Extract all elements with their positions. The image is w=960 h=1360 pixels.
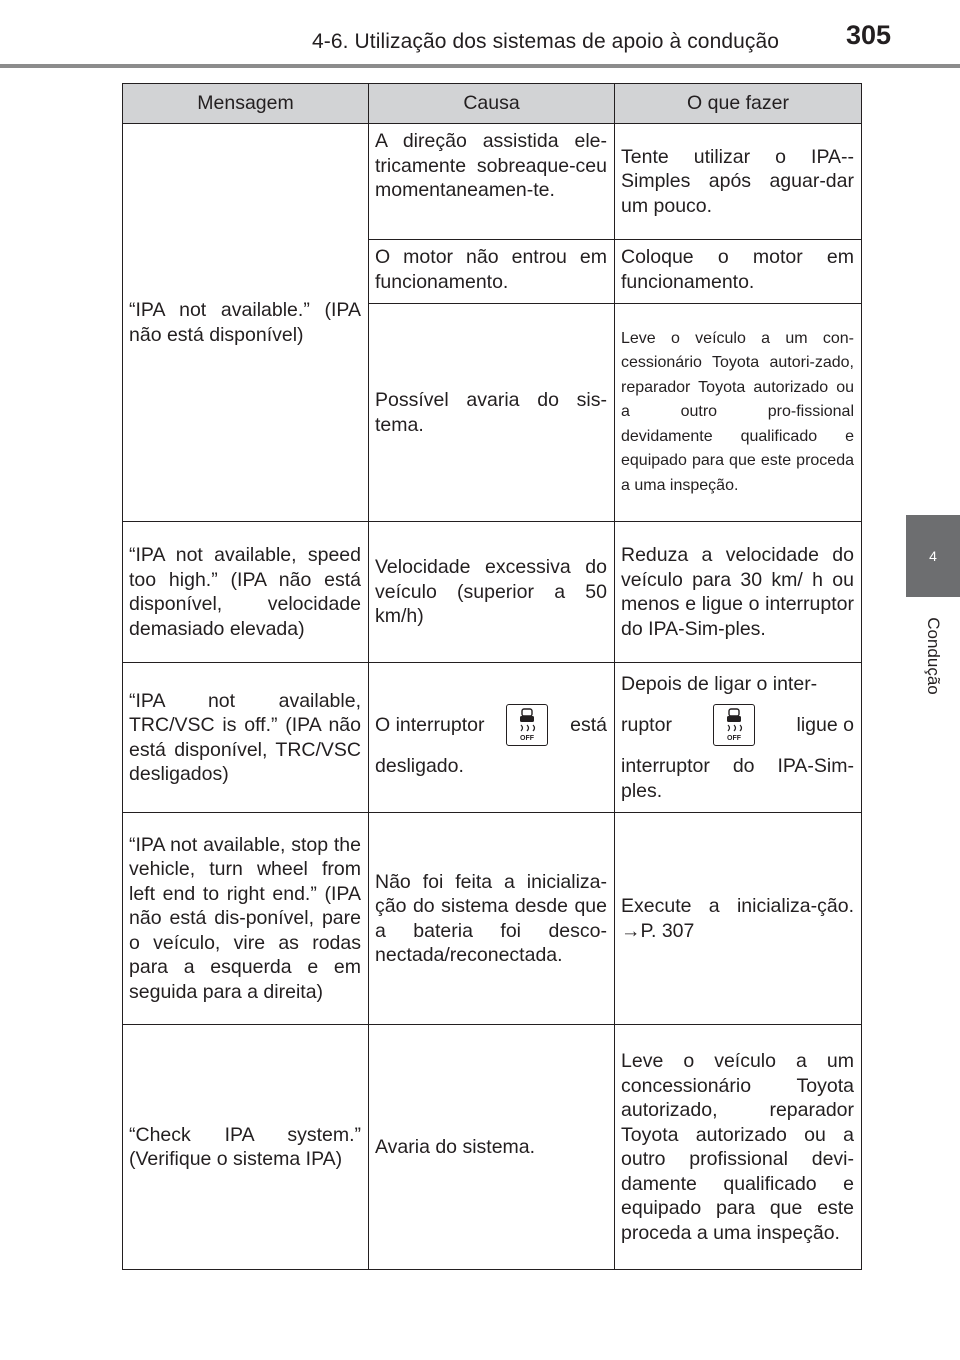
chapter-number: 4: [929, 548, 937, 564]
header-action: O que fazer: [615, 84, 862, 124]
header-message: Mensagem: [123, 84, 369, 124]
vsc-off-icon: [506, 704, 548, 746]
cause-cell: Avaria do sistema.: [369, 1025, 615, 1270]
action-cell: Tente utilizar o IPA--Simples após aguar-dar um pouco.: [615, 124, 862, 240]
action-text-end: interruptor do IPA-Sim-ples.: [621, 755, 854, 802]
section-title: 4-6. Utilização dos sistemas de apoio à condução: [312, 30, 780, 53]
action-cell: Leve o veículo a um concessionário Toyota autorizado, reparador Toyota autorizado ou a outro profissional devi-damente qualificado e equipado para que este proceda a uma inspeção.: [615, 1025, 862, 1270]
cause-cell: Velocidade excessiva do veículo (superior a 50 km/h): [369, 522, 615, 663]
table-row: [123, 124, 862, 240]
header-cause: Causa: [369, 84, 615, 124]
message-cell: “IPA not available, speed too high.” (IPA não está disponível, velocidade demasiado elevada): [123, 522, 369, 663]
table-header-row: [123, 84, 862, 124]
cause-cell: [369, 663, 615, 813]
table-row: [123, 813, 862, 1025]
action-text-after: ligue o: [796, 714, 854, 736]
vsc-off-icon: [713, 704, 755, 746]
cause-cell: Não foi feita a inicializa-ção do sistema desde que a bateria foi desco-nectada/reconectada.: [369, 813, 615, 1025]
action-cell: Reduza a velocidade do veículo para 30 km/ h ou menos e ligue o interruptor do IPA-Sim-ples.: [615, 522, 862, 663]
action-cell: Execute a inicializa-ção. →P. 307: [615, 813, 862, 1025]
page-number: 305: [846, 20, 892, 50]
action-text-start: Depois de ligar o inter-: [621, 672, 818, 695]
message-cell: “IPA not available, TRC/VSC is off.” (IPA não está disponível, TRC/VSC desligados): [123, 663, 369, 813]
icon-off-text: OFF: [727, 735, 742, 743]
message-table: [122, 83, 862, 1270]
action-text-before: ruptor: [621, 714, 672, 736]
cause-cell: A direção assistida ele-tricamente sobreaque-ceu momentaneamen-te.: [369, 124, 615, 240]
table-row: [123, 522, 862, 663]
cause-cell: O motor não entrou em funcionamento.: [369, 240, 615, 304]
table-row: [123, 1025, 862, 1270]
cause-text-before: O interruptor: [375, 714, 485, 736]
chapter-label: Condução: [924, 617, 943, 695]
action-cell: [615, 663, 862, 813]
message-cell: “IPA not available, stop the vehicle, turn wheel from left end to right end.” (IPA não está dis-ponível, pare o veículo, vire as rodas para a esquerda e em seguida para a direita): [123, 813, 369, 1025]
cause-text-end: desligado.: [375, 755, 464, 778]
action-cell: Coloque o motor em funcionamento.: [615, 240, 862, 304]
table-row: [123, 663, 862, 813]
header-divider: [0, 64, 960, 68]
action-cell: Leve o veículo a um con-cessionário Toyota autori-zado, reparador Toyota autorizado ou a outro pro-fissional devidamente qualificado e equipado para que este proceda a uma inspeção.: [615, 304, 862, 522]
cause-cell: Possível avaria do sis-tema.: [369, 304, 615, 522]
cause-text-after: está: [570, 714, 607, 736]
chapter-tab: [906, 515, 960, 597]
message-cell: “IPA not available.” (IPA não está disponível): [123, 124, 369, 522]
message-cell: “Check IPA system.” (Verifique o sistema IPA): [123, 1025, 369, 1270]
icon-off-text: OFF: [520, 735, 535, 743]
